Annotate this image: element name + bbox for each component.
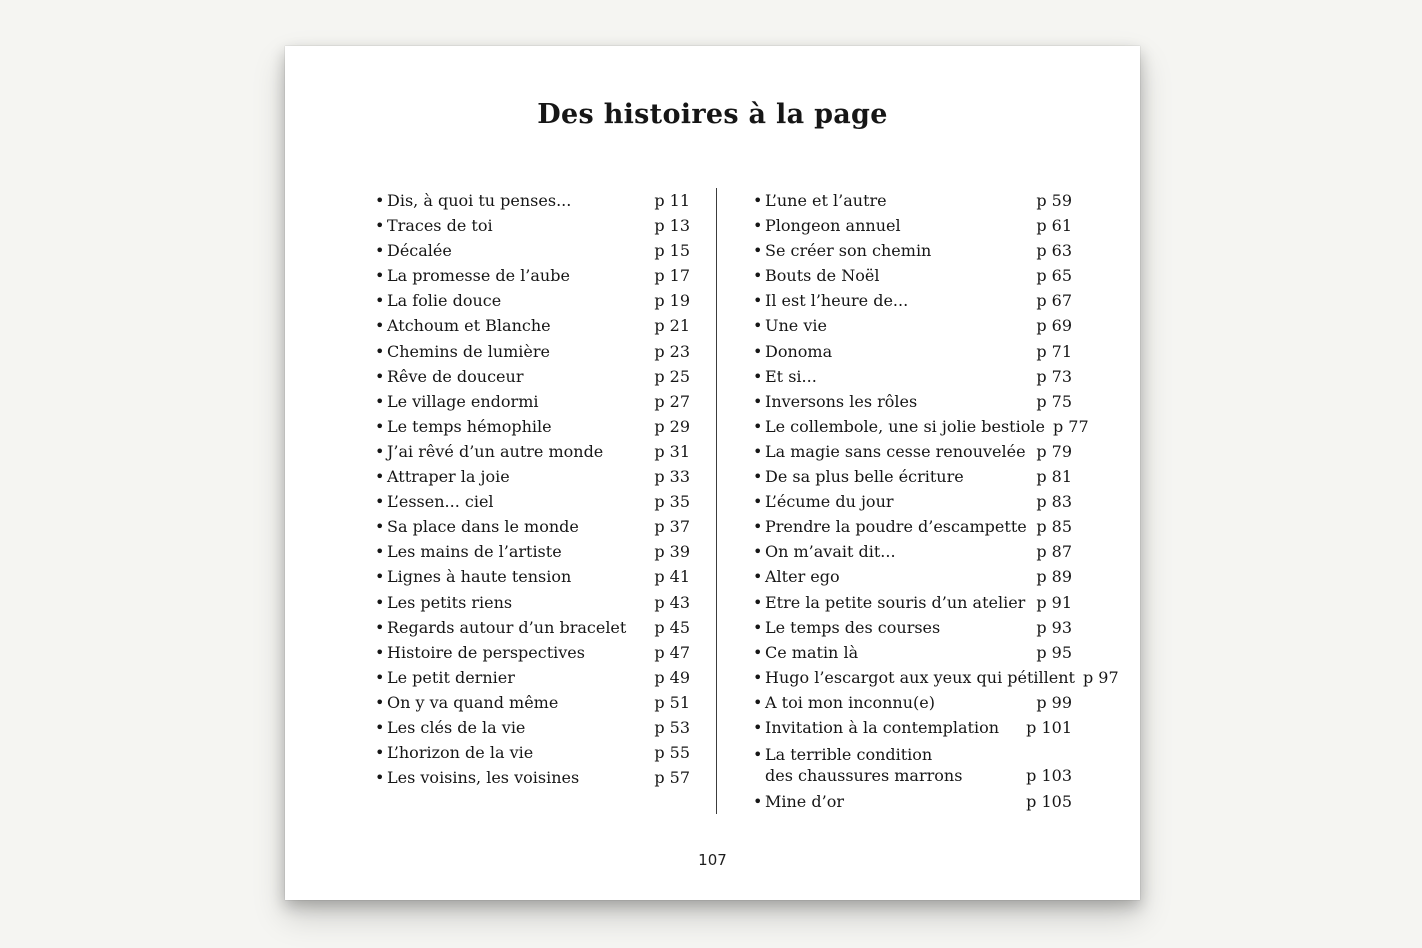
- toc-entry: [375, 514, 690, 539]
- toc-entry: [375, 690, 690, 715]
- toc-entry: [753, 564, 1072, 589]
- toc-page: [285, 46, 1140, 900]
- toc-entry-title: [375, 690, 558, 715]
- toc-entry-title: [375, 590, 512, 615]
- toc-entry: [753, 364, 1072, 389]
- toc-entry-title-text: Donoma: [765, 341, 833, 361]
- toc-entry-page: p 93: [1036, 617, 1072, 637]
- toc-entry-title-text: Inversons les rôles: [765, 391, 918, 411]
- toc-entry: [753, 514, 1072, 539]
- toc-entry-title-text: Lignes à haute tension: [387, 567, 572, 587]
- bullet-icon: •: [753, 441, 763, 461]
- toc-entry-page: p 49: [654, 667, 690, 687]
- toc-entry: [753, 615, 1072, 640]
- bullet-icon: •: [375, 592, 385, 612]
- toc-entry-page: p 23: [654, 341, 690, 361]
- toc-entry: [375, 439, 690, 464]
- bullet-icon: •: [753, 642, 763, 662]
- toc-entry-title-text: Prendre la poudre d’escampette: [765, 517, 1027, 537]
- toc-entry-page: p 105: [1026, 792, 1072, 812]
- bullet-icon: •: [753, 316, 763, 336]
- bullet-icon: •: [753, 692, 763, 712]
- bullet-icon: •: [753, 617, 763, 637]
- toc-entry-title: [375, 514, 579, 539]
- toc-entry-page: p 65: [1036, 266, 1072, 286]
- toc-entry-title-text: Alter ego: [765, 567, 840, 587]
- toc-entry: [375, 339, 690, 364]
- toc-entry-page: p 47: [654, 642, 690, 662]
- toc-entry-title: [753, 313, 827, 338]
- toc-entry-title-text: Traces de toi: [387, 216, 493, 236]
- toc-entry-page: p 55: [654, 743, 690, 763]
- toc-entry-title: [375, 313, 551, 338]
- bullet-icon: •: [753, 792, 763, 812]
- toc-entry-title: [375, 414, 552, 439]
- bullet-icon: •: [375, 366, 385, 386]
- bullet-icon: •: [375, 416, 385, 436]
- toc-entry-title: [753, 439, 1026, 464]
- toc-entry: [753, 789, 1072, 814]
- toc-entry-page: p 43: [654, 592, 690, 612]
- toc-entry-title-text: Hugo l’escargot aux yeux qui pétillent: [765, 667, 1075, 687]
- toc-entry-title: [753, 238, 931, 263]
- toc-entry-title: [753, 489, 894, 514]
- toc-entry: [375, 213, 690, 238]
- toc-entry: [375, 715, 690, 740]
- bullet-icon: •: [753, 492, 763, 512]
- toc-entry: [753, 665, 1119, 690]
- toc-entry-page: p 57: [654, 768, 690, 788]
- toc-entry-title: [375, 564, 571, 589]
- bullet-icon: •: [375, 316, 385, 336]
- bullet-icon: •: [375, 768, 385, 788]
- toc-entry: [753, 439, 1072, 464]
- bullet-icon: •: [753, 542, 763, 562]
- toc-entry-title: [753, 539, 896, 564]
- bullet-icon: •: [375, 191, 385, 210]
- toc-entry-title-text: Le temps des courses: [765, 617, 941, 637]
- toc-entry-page: p 21: [654, 316, 690, 336]
- bullet-icon: •: [375, 492, 385, 512]
- bullet-icon: •: [753, 291, 763, 311]
- toc-entry-title: [375, 364, 523, 389]
- bullet-icon: •: [375, 667, 385, 687]
- toc-entry-page: p 15: [654, 241, 690, 261]
- toc-entry-title: [753, 213, 901, 238]
- toc-entry-page: p 81: [1036, 467, 1072, 487]
- toc-entry-title: [753, 364, 817, 389]
- toc-entry-title: [375, 339, 550, 364]
- spacer: [690, 188, 716, 814]
- toc-entry: [753, 740, 1072, 789]
- toc-entry-title-line: des chaussures marrons: [765, 766, 963, 786]
- toc-entry-title: [375, 213, 493, 238]
- toc-entry-title-text: Rêve de douceur: [387, 366, 524, 386]
- toc-entry-title-text: De sa plus belle écriture: [765, 467, 964, 487]
- toc-entry: [753, 188, 1072, 213]
- toc-entry-page: p 89: [1036, 567, 1072, 587]
- toc-entry: [375, 489, 690, 514]
- toc-entry-page: p 75: [1036, 391, 1072, 411]
- toc-entry-title-text: J’ai rêvé d’un autre monde: [387, 441, 604, 461]
- toc-entry-title: [753, 640, 858, 665]
- toc-entry: [375, 740, 690, 765]
- toc-entry-title-text: A toi mon inconnu(e): [765, 692, 935, 712]
- toc-entry-title: [375, 615, 626, 640]
- toc-entry: [753, 238, 1072, 263]
- toc-entry: [753, 313, 1072, 338]
- toc-entry-title-text: Et si...: [765, 366, 817, 386]
- toc-entry-title: [375, 238, 452, 263]
- toc-entry-title-text: Les clés de la vie: [387, 717, 526, 737]
- bullet-icon: •: [753, 517, 763, 537]
- bullet-icon: •: [753, 717, 763, 737]
- bullet-icon: •: [375, 441, 385, 461]
- toc-entry-title-text: Le village endormi: [387, 391, 539, 411]
- toc-entry-page: p 79: [1036, 441, 1072, 461]
- bullet-icon: •: [375, 266, 385, 286]
- toc-entry-title: [753, 715, 999, 740]
- toc-entry-title-text: Le petit dernier: [387, 667, 515, 687]
- toc-entry-title-text: Plongeon annuel: [765, 216, 901, 236]
- toc-entry-page: p 19: [654, 291, 690, 311]
- folio-page-number: 107: [698, 851, 727, 869]
- toc-entry: [375, 414, 690, 439]
- toc-entry-title: [375, 740, 533, 765]
- toc-entry-title-text: Attraper la joie: [387, 467, 510, 487]
- toc-columns: [375, 188, 1119, 814]
- toc-entry-title: [753, 263, 879, 288]
- toc-entry-title: [753, 389, 917, 414]
- toc-entry-title: [753, 564, 840, 589]
- toc-entry-title: [753, 789, 844, 814]
- toc-entry-title: [375, 439, 603, 464]
- toc-entry: [753, 288, 1072, 313]
- toc-entry: [753, 339, 1072, 364]
- toc-entry: [753, 715, 1072, 740]
- bullet-icon: •: [375, 467, 385, 487]
- page-title: Des histoires à la page: [537, 99, 888, 130]
- bullet-icon: •: [375, 567, 385, 587]
- toc-entry-title-text: Histoire de perspectives: [387, 642, 585, 662]
- bullet-icon: •: [375, 291, 385, 311]
- toc-entry-page: p 27: [654, 391, 690, 411]
- toc-entry-title-text: Etre la petite souris d’un atelier: [765, 592, 1026, 612]
- toc-entry-title: [375, 288, 501, 313]
- toc-entry-page: p 25: [654, 366, 690, 386]
- toc-entry-page: p 99: [1036, 692, 1072, 712]
- toc-entry: [375, 364, 690, 389]
- bullet-icon: •: [375, 391, 385, 411]
- toc-entry-page: p 17: [654, 266, 690, 286]
- toc-entry-page: p 83: [1036, 492, 1072, 512]
- toc-entry: [753, 464, 1072, 489]
- toc-entry-page: p 91: [1036, 592, 1072, 612]
- toc-entry-title: [375, 263, 570, 288]
- toc-entry-page: p 41: [654, 567, 690, 587]
- bullet-icon: •: [753, 592, 763, 612]
- toc-entry-title-text: Une vie: [765, 316, 827, 336]
- toc-entry-title-text: On y va quand même: [387, 692, 559, 712]
- bullet-icon: •: [753, 241, 763, 261]
- toc-entry-page: p 31: [654, 441, 690, 461]
- toc-entry: [753, 590, 1072, 615]
- toc-entry-title: [753, 339, 832, 364]
- toc-entry-title-text: Se créer son chemin: [765, 241, 932, 261]
- toc-entry-title: [753, 690, 935, 715]
- toc-entry: [753, 489, 1072, 514]
- toc-entry-title-text: L’une et l’autre: [765, 191, 887, 210]
- bullet-icon: •: [753, 216, 763, 236]
- toc-entry-title: [753, 590, 1025, 615]
- toc-column-left: [375, 188, 690, 814]
- bullet-icon: •: [375, 542, 385, 562]
- toc-entry-title-text: Il est l’heure de...: [765, 291, 909, 311]
- toc-entry-title: [375, 464, 510, 489]
- toc-entry-page: p 37: [654, 517, 690, 537]
- toc-entry-title-text: Regards autour d’un bracelet: [387, 617, 627, 637]
- bullet-icon: •: [753, 667, 763, 687]
- toc-entry-page: p 39: [654, 542, 690, 562]
- toc-entry-page: p 73: [1036, 366, 1072, 386]
- toc-entry-page: p 101: [1026, 717, 1072, 737]
- toc-entry-page: p 35: [654, 492, 690, 512]
- toc-entry-page: p 59: [1036, 191, 1072, 210]
- toc-entry: [375, 765, 690, 790]
- toc-entry-title-text: On m’avait dit...: [765, 542, 896, 562]
- toc-entry: [753, 389, 1072, 414]
- toc-entry: [375, 288, 690, 313]
- toc-entry: [375, 464, 690, 489]
- bullet-icon: •: [753, 467, 763, 487]
- bullet-icon: •: [375, 692, 385, 712]
- toc-entry-page: p 53: [654, 717, 690, 737]
- toc-entry-page: p 11: [654, 191, 690, 210]
- toc-entry-title: [375, 665, 515, 690]
- toc-entry-page: p 33: [654, 467, 690, 487]
- toc-entry-page: p 13: [654, 216, 690, 236]
- toc-entry-title: [375, 489, 494, 514]
- toc-entry-page: p 67: [1036, 291, 1072, 311]
- toc-entry-title: [753, 464, 964, 489]
- toc-entry-title: [375, 765, 579, 790]
- toc-entry: [375, 263, 690, 288]
- bullet-icon: •: [375, 517, 385, 537]
- toc-entry-title: [753, 188, 887, 213]
- toc-entry-title: [753, 288, 908, 313]
- toc-entry: [375, 665, 690, 690]
- toc-entry-title-text: Ce matin là: [765, 642, 859, 662]
- toc-entry-page: p 85: [1036, 517, 1072, 537]
- toc-column-right: [753, 188, 1119, 814]
- toc-entry: [375, 389, 690, 414]
- bullet-icon: •: [375, 341, 385, 361]
- toc-entry-title-text: Sa place dans le monde: [387, 517, 579, 537]
- toc-entry-page: p 87: [1036, 542, 1072, 562]
- toc-entry-title: [753, 665, 1075, 690]
- bullet-icon: •: [753, 191, 763, 210]
- toc-entry: [753, 213, 1072, 238]
- toc-entry: [375, 640, 690, 665]
- toc-entry-title-text: L’essen... ciel: [387, 492, 494, 512]
- toc-entry-page: p 61: [1036, 216, 1072, 236]
- toc-entry-title-text: Bouts de Noël: [765, 266, 880, 286]
- bullet-icon: •: [375, 617, 385, 637]
- toc-entry-title: [375, 389, 539, 414]
- bullet-icon: •: [753, 341, 763, 361]
- toc-entry-title-text: Les voisins, les voisines: [387, 768, 580, 788]
- toc-entry-title-text: Atchoum et Blanche: [387, 316, 551, 336]
- toc-entry: [375, 539, 690, 564]
- toc-entry: [753, 263, 1072, 288]
- toc-entry-title-text: L’horizon de la vie: [387, 743, 534, 763]
- toc-entry-title: [375, 188, 571, 213]
- toc-entry: [375, 188, 690, 213]
- toc-entry-page: p 69: [1036, 316, 1072, 336]
- toc-entry-title-line: La terrible condition: [765, 745, 933, 765]
- toc-entry-title-text: Invitation à la contemplation: [765, 717, 1000, 737]
- spacer: [717, 188, 753, 814]
- toc-entry: [753, 414, 1089, 439]
- toc-entry-title-text: Le collembole, une si jolie bestiole: [765, 416, 1045, 436]
- toc-entry: [375, 615, 690, 640]
- toc-entry-title-text: La magie sans cesse renouvelée: [765, 441, 1026, 461]
- toc-entry-title-text: Dis, à quoi tu penses...: [387, 191, 572, 210]
- bullet-icon: •: [753, 366, 763, 386]
- bullet-icon: •: [753, 567, 763, 587]
- toc-entry-title-text: Chemins de lumière: [387, 341, 550, 361]
- toc-entry-page: p 103: [1026, 766, 1072, 786]
- toc-entry-title: [375, 640, 585, 665]
- bullet-icon: •: [375, 241, 385, 261]
- bullet-icon: •: [753, 266, 763, 286]
- toc-entry: [753, 690, 1072, 715]
- toc-entry-page: p 77: [1052, 416, 1089, 436]
- bullet-icon: •: [753, 391, 763, 411]
- toc-entry-title: [753, 744, 962, 786]
- bullet-icon: •: [375, 216, 385, 236]
- toc-entry-page: p 71: [1036, 341, 1072, 361]
- toc-entry-page: p 95: [1036, 642, 1072, 662]
- bullet-icon: •: [753, 416, 763, 436]
- toc-entry-title: [753, 514, 1027, 539]
- toc-entry-page: p 45: [654, 617, 690, 637]
- toc-entry-title: [375, 539, 562, 564]
- toc-entry: [375, 564, 690, 589]
- toc-entry-page: p 97: [1082, 667, 1119, 687]
- toc-entry: [375, 313, 690, 338]
- toc-entry-title-text: Décalée: [387, 241, 452, 261]
- toc-entry-title-text: Le temps hémophile: [387, 416, 552, 436]
- bullet-icon: •: [753, 745, 763, 765]
- toc-entry: [753, 640, 1072, 665]
- toc-entry: [375, 590, 690, 615]
- toc-entry-page: p 63: [1036, 241, 1072, 261]
- toc-entry-title-text: Les mains de l’artiste: [387, 542, 562, 562]
- toc-entry-page: p 29: [654, 416, 690, 436]
- toc-entry-title-text: L’écume du jour: [765, 492, 894, 512]
- toc-entry: [375, 238, 690, 263]
- toc-entry-title-text: Mine d’or: [765, 792, 844, 812]
- bullet-icon: •: [375, 743, 385, 763]
- bullet-icon: •: [375, 642, 385, 662]
- toc-entry-title: [753, 414, 1045, 439]
- toc-entry-title-text: La promesse de l’aube: [387, 266, 570, 286]
- toc-entry-title-text: Les petits riens: [387, 592, 513, 612]
- toc-entry-title: [753, 615, 940, 640]
- toc-entry-title-text: La folie douce: [387, 291, 502, 311]
- toc-entry: [753, 539, 1072, 564]
- bullet-icon: •: [375, 717, 385, 737]
- toc-entry-title: [375, 715, 525, 740]
- toc-entry-page: p 51: [654, 692, 690, 712]
